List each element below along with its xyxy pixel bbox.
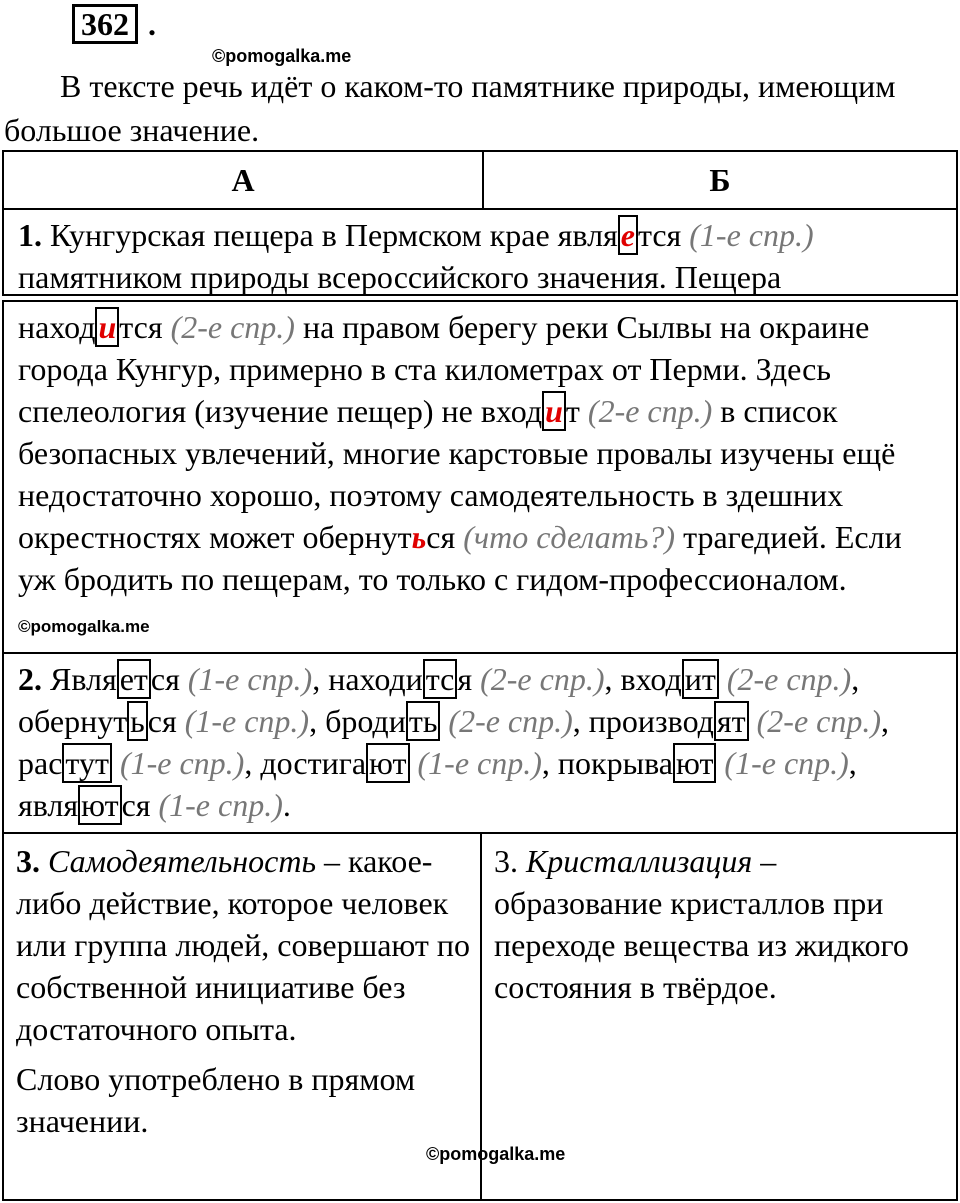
task1-p2: памятником природы всероссийского значения. Пещера [18,259,782,295]
task2-word-3-end [719,661,727,697]
task1-p1: Кунгурская пещера в Пермском крае явля [42,217,618,253]
task1-number: 1. [18,217,42,253]
task3-b-def: – образование кристаллов при переходе вещества из жидкого состояния в твёрдое. [494,843,909,1005]
task2-note-6: (2-е спр.) [756,703,881,739]
task2-note-7: (1-е спр.) [119,745,245,781]
task2-note-4: (1-е спр.) [184,703,310,739]
intro-text: В тексте речь идёт о каком-то памятнике природы, имеющим большое значение. [4,68,896,148]
task2-word-8-end [410,745,418,781]
task1-p1-end: тся [637,217,690,253]
task2-note-2: (2-е спр.) [480,661,605,697]
task2-word-1: Явля [42,661,117,697]
task2-word-10-end: ся [121,787,159,823]
task3-a-number: 3. [16,843,40,879]
task3-a-definition [16,840,472,1050]
task2-note-3: (2-е спр.) [726,661,852,697]
task1-watermark: ©pomogalka.me [18,617,150,636]
task1-letter-2: и [95,307,119,347]
task2-note-10: (1-е спр.) [158,787,283,823]
task3-column-b [494,840,952,1008]
column-a-header: А [231,162,255,198]
task1-p5-end: ся [426,519,464,555]
task2-ending-5: ть [406,701,441,741]
task2-text [18,658,948,826]
task1-p6: трагедией. Если уж бродить по пещерам, то только с гидом-профессионалом. [18,519,902,597]
exercise-number: 362 [72,4,138,44]
task1-letter-1: е [618,215,638,255]
watermark-top: ©pomogalka.me [212,46,352,66]
task1-note-4: (что сделать?) [463,519,676,555]
task3-row [2,832,958,1201]
task2-ending-9: ют [673,743,716,783]
task1-text-top [18,214,948,298]
task2-note-5: (2-е спр.) [448,703,573,739]
task1-cell-top [2,208,958,296]
task3-watermark: ©pomogalka.me [426,1144,566,1164]
task2-word-4-end: ся [147,703,185,739]
task1-p4: на правом берегу реки Сылвы на окраине города Кунгур, примерно в ста километрах от Перми. Здесь спелеология (изучение пещер) не вход [18,309,870,429]
task2-word-7: , рас [18,703,889,781]
task2-ending-10: ют [78,785,121,825]
task1-letter-3: и [542,391,566,431]
task2-word-4: , обернут [18,661,860,739]
task2-note-8: (1-е спр.) [417,745,542,781]
table-header [2,150,958,210]
task1-p5: в список безопасных увлечений, многие карстовые провалы изучены ещё недостаточно хорошо, поэтому самодеятельность в здешних окрестностях может обернут [18,393,896,555]
exercise-number-dot: . [148,6,156,42]
task2-note-1: (1-е спр.) [187,661,313,697]
task2-word-9: , покрыва [541,745,673,781]
task2-ending-1: ет [117,659,151,699]
task1-note-1: (1-е спр.) [689,217,814,253]
task2-word-2-end: я [457,661,481,697]
task3-column-a [16,840,472,1142]
task2-cell [2,652,958,834]
task2-end: . [282,787,291,823]
task1-cell-bottom [2,300,958,654]
task2-note-9: (1-е спр.) [724,745,849,781]
task2-word-2: , находи [312,661,423,697]
task2-word-6-end [749,703,757,739]
task2-word-8: , достига [244,745,367,781]
task2-number: 2. [18,661,42,697]
column-b-header: Б [709,162,731,198]
task3-b-term: Кристаллизация [526,843,753,879]
task3-b-number: 3. [494,843,518,879]
task2-word-6: , производ [572,703,714,739]
task1-note-3: (2-е спр.) [587,393,713,429]
task3-a-note: Слово употреблено в прямом значении. [16,1061,416,1139]
task2-word-7-end [112,745,120,781]
task1-text-bottom [18,306,946,648]
task1-note-2: (2-е спр.) [170,309,295,345]
task3-a-def: – какое-либо действие, которое человек или группа людей, совершают по собственной инициативе без достаточного опыта. [16,843,470,1047]
task2-word-1-end: ся [150,661,188,697]
task2-ending-8: ют [366,743,409,783]
task1-p3: наход [18,309,96,345]
task2-ending-4: ь [127,701,148,741]
task2-ending-6: ят [714,701,749,741]
task1-letter-4: ь [411,519,427,555]
task2-word-10: , явля [18,745,857,823]
task2-word-5: , броди [309,703,406,739]
task1-p3-end: тся [119,309,171,345]
task2-word-3: , вход [604,661,682,697]
task2-ending-2: тс [423,659,458,699]
task1-p4-end: т [565,393,588,429]
task2-ending-3: ит [682,659,719,699]
task3-a-term: Самодеятельность [48,843,316,879]
task2-ending-7: тут [62,743,112,783]
